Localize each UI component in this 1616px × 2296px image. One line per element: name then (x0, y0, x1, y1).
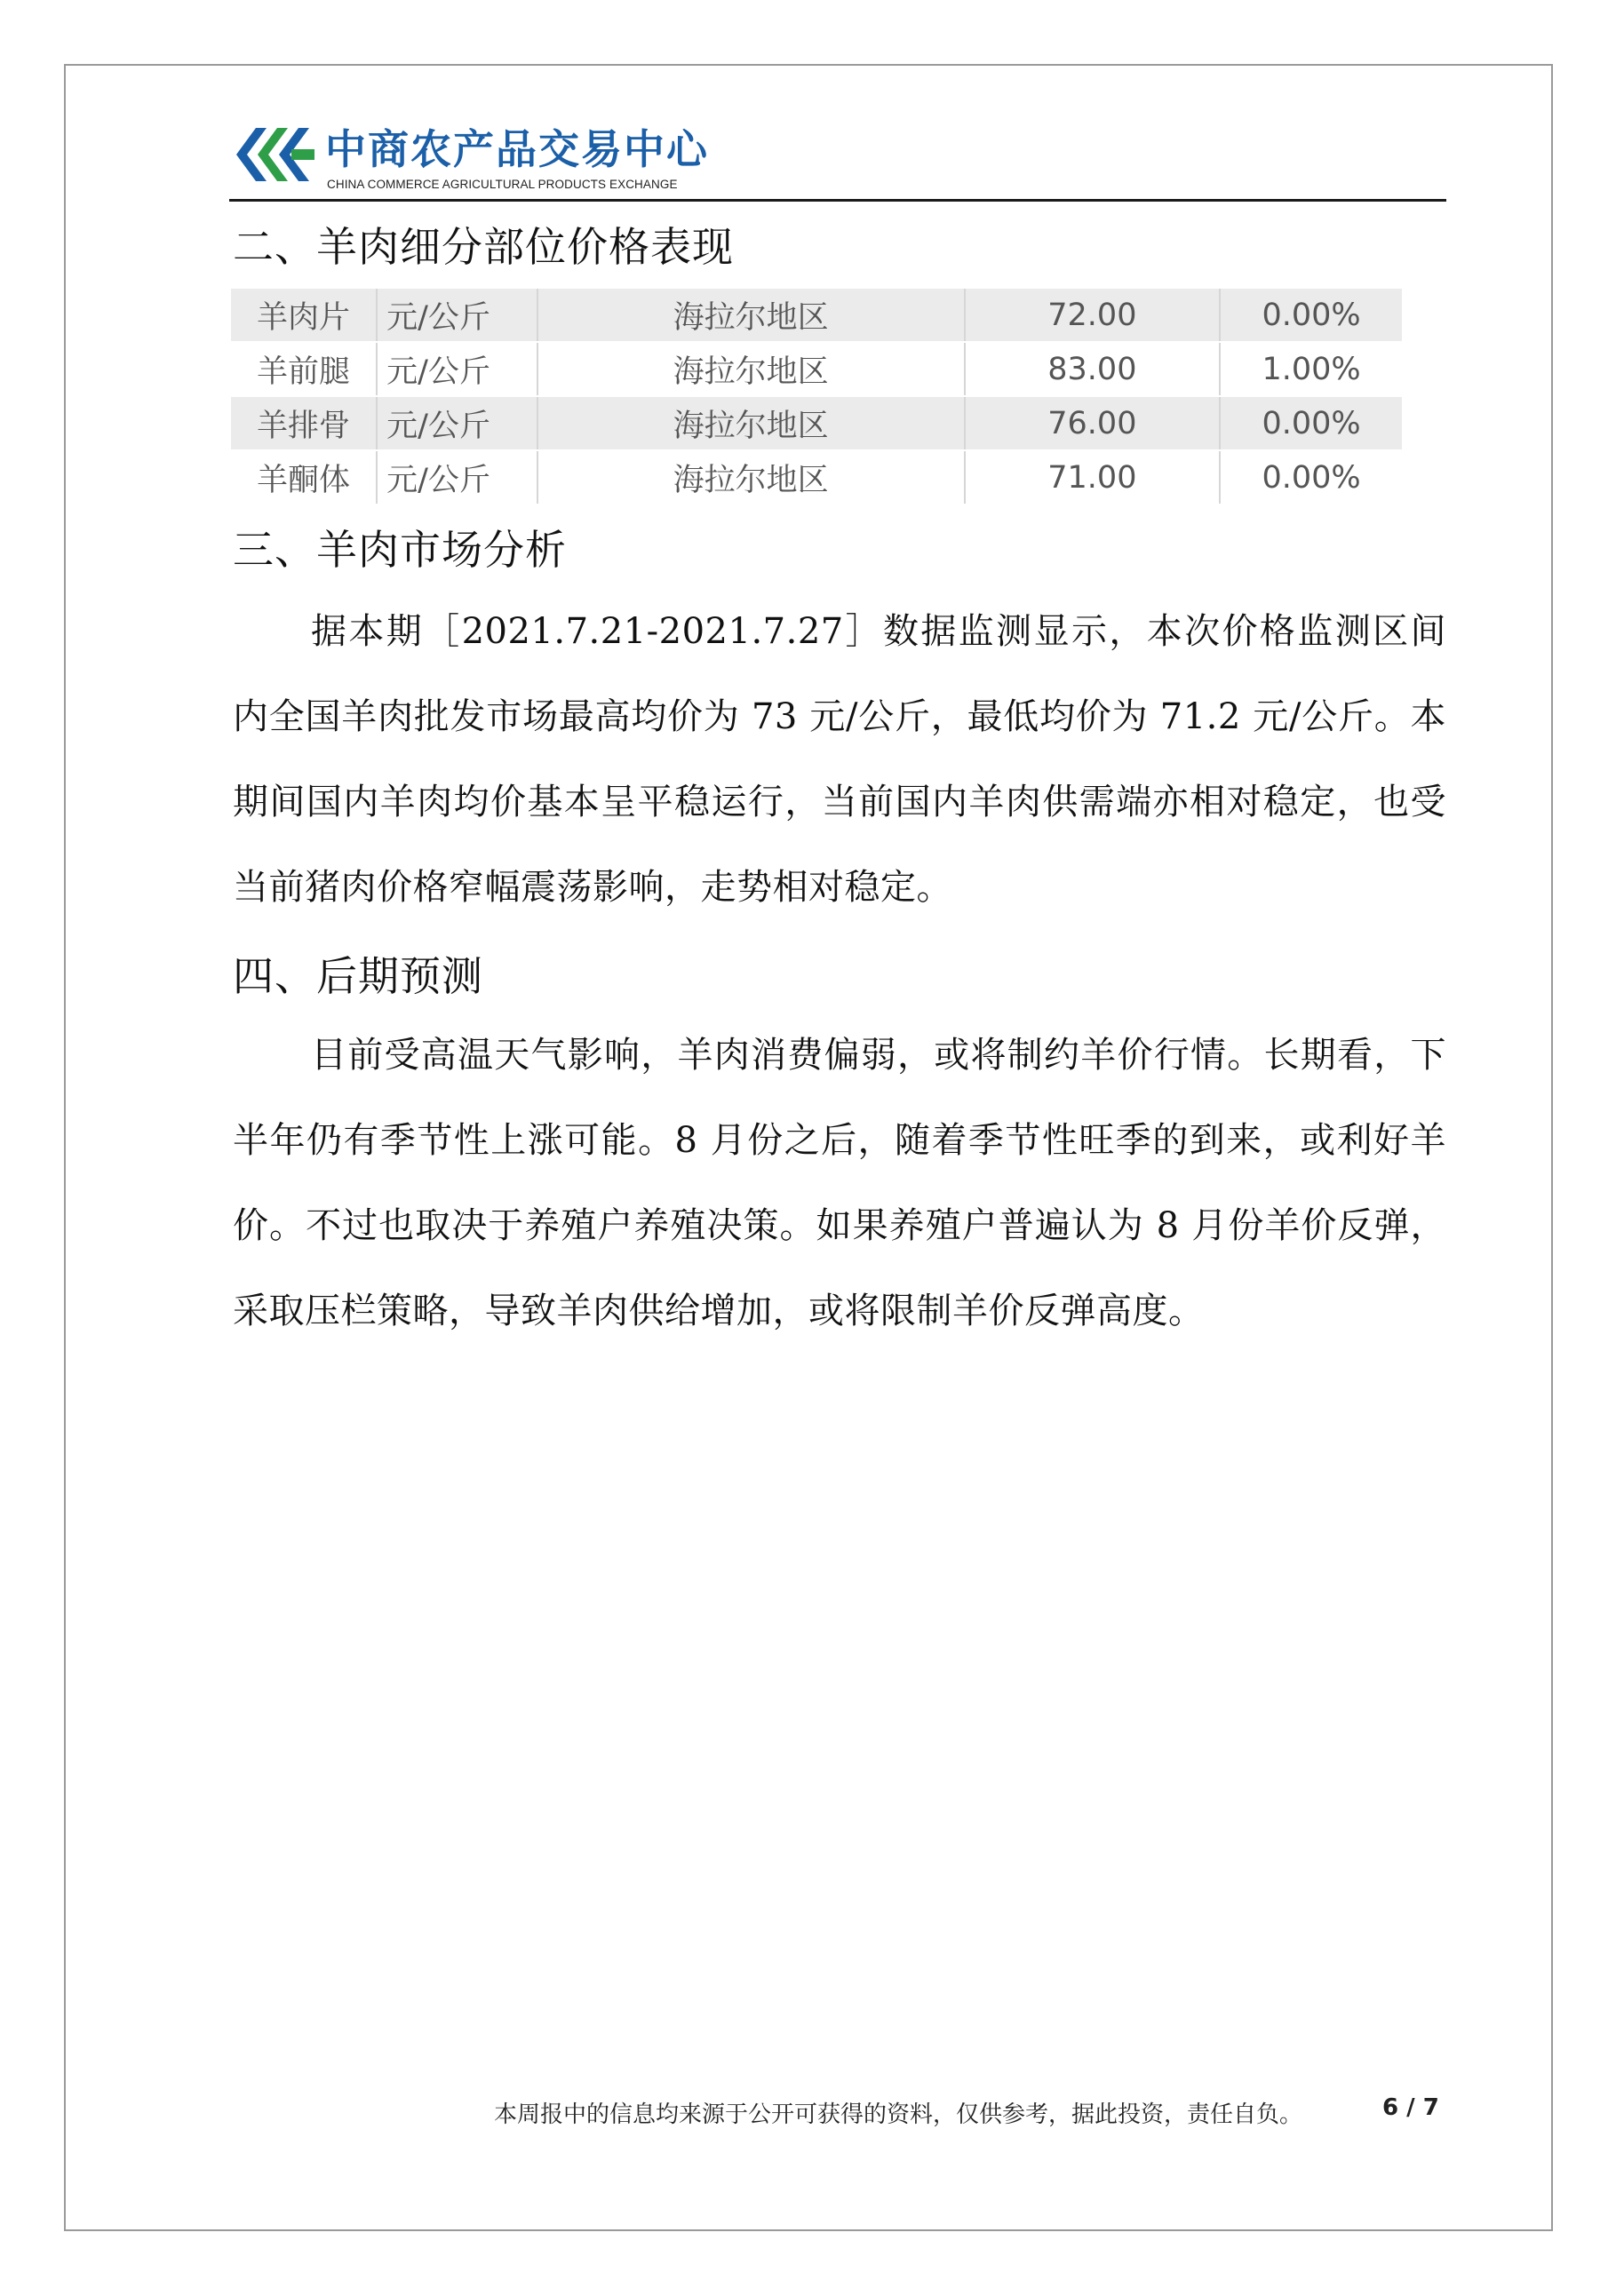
section-heading-parts-price: 二、羊肉细分部位价格表现 (233, 223, 734, 271)
footer-disclaimer: 本周报中的信息均来源于公开可获得的资料，仅供参考，据此投资，责任自负。 (494, 2101, 1303, 2128)
change-cell: 0.00% (1220, 289, 1402, 342)
unit-cell: 元/公斤 (377, 396, 537, 450)
ccg-logo-icon (229, 119, 318, 190)
page-number: 6 / 7 (1382, 2094, 1439, 2121)
logo-title: 中商农产品交易中心 (325, 125, 709, 173)
section-heading-market-analysis: 三、羊肉市场分析 (233, 526, 567, 574)
document-header (229, 114, 1446, 199)
price-cell: 83.00 (965, 342, 1220, 396)
market-analysis-paragraph: 据本期［2021.7.21-2021.7.27］数据监测显示，本次价格监测区间内全国羊肉批发市场最高均价为 73 元/公斤，最低均价为 71.2 元/公斤。本期间国内羊肉均价基本呈平稳运行，当前国内羊肉供需端亦相对稳定，也受当前猪肉价格窄幅震荡影响，走势相对稳定。 (233, 611, 1446, 908)
region-cell: 海拉尔地区 (537, 342, 965, 396)
region-cell: 海拉尔地区 (537, 289, 965, 342)
header-divider (229, 199, 1446, 202)
unit-cell: 元/公斤 (377, 289, 537, 342)
section-heading-forecast: 四、后期预测 (233, 952, 483, 1000)
forecast-text (233, 1013, 1446, 1354)
price-cell: 72.00 (965, 289, 1220, 342)
table-row (231, 342, 1402, 396)
cut-price-table (231, 289, 1402, 505)
forecast-paragraph: 目前受高温天气影响，羊肉消费偏弱，或将制约羊价行情。长期看，下半年仍有季节性上涨可能。8 月份之后，随着季节性旺季的到来，或利好羊价。不过也取决于养殖户养殖决策。如果养殖户普遍认为 8 月份羊价反弹，采取压栏策略，导致羊肉供给增加，或将限制羊价反弹高度。 (233, 1035, 1446, 1331)
price-cell: 76.00 (965, 396, 1220, 450)
change-cell: 1.00% (1220, 342, 1402, 396)
change-cell: 0.00% (1220, 396, 1402, 450)
market-analysis-text (233, 589, 1446, 930)
cut-name-cell: 羊排骨 (231, 396, 377, 450)
region-cell: 海拉尔地区 (537, 396, 965, 450)
unit-cell: 元/公斤 (377, 342, 537, 396)
cut-name-cell: 羊酮体 (231, 450, 377, 504)
region-cell: 海拉尔地区 (537, 450, 965, 504)
cut-name-cell: 羊肉片 (231, 289, 377, 342)
cut-name-cell: 羊前腿 (231, 342, 377, 396)
price-cell: 71.00 (965, 450, 1220, 504)
table-row (231, 396, 1402, 450)
table-row (231, 450, 1402, 504)
change-cell: 0.00% (1220, 450, 1402, 504)
unit-cell: 元/公斤 (377, 450, 537, 504)
logo-subtitle: CHINA COMMERCE AGRICULTURAL PRODUCTS EXCHANGE (327, 178, 678, 191)
table-row (231, 289, 1402, 342)
